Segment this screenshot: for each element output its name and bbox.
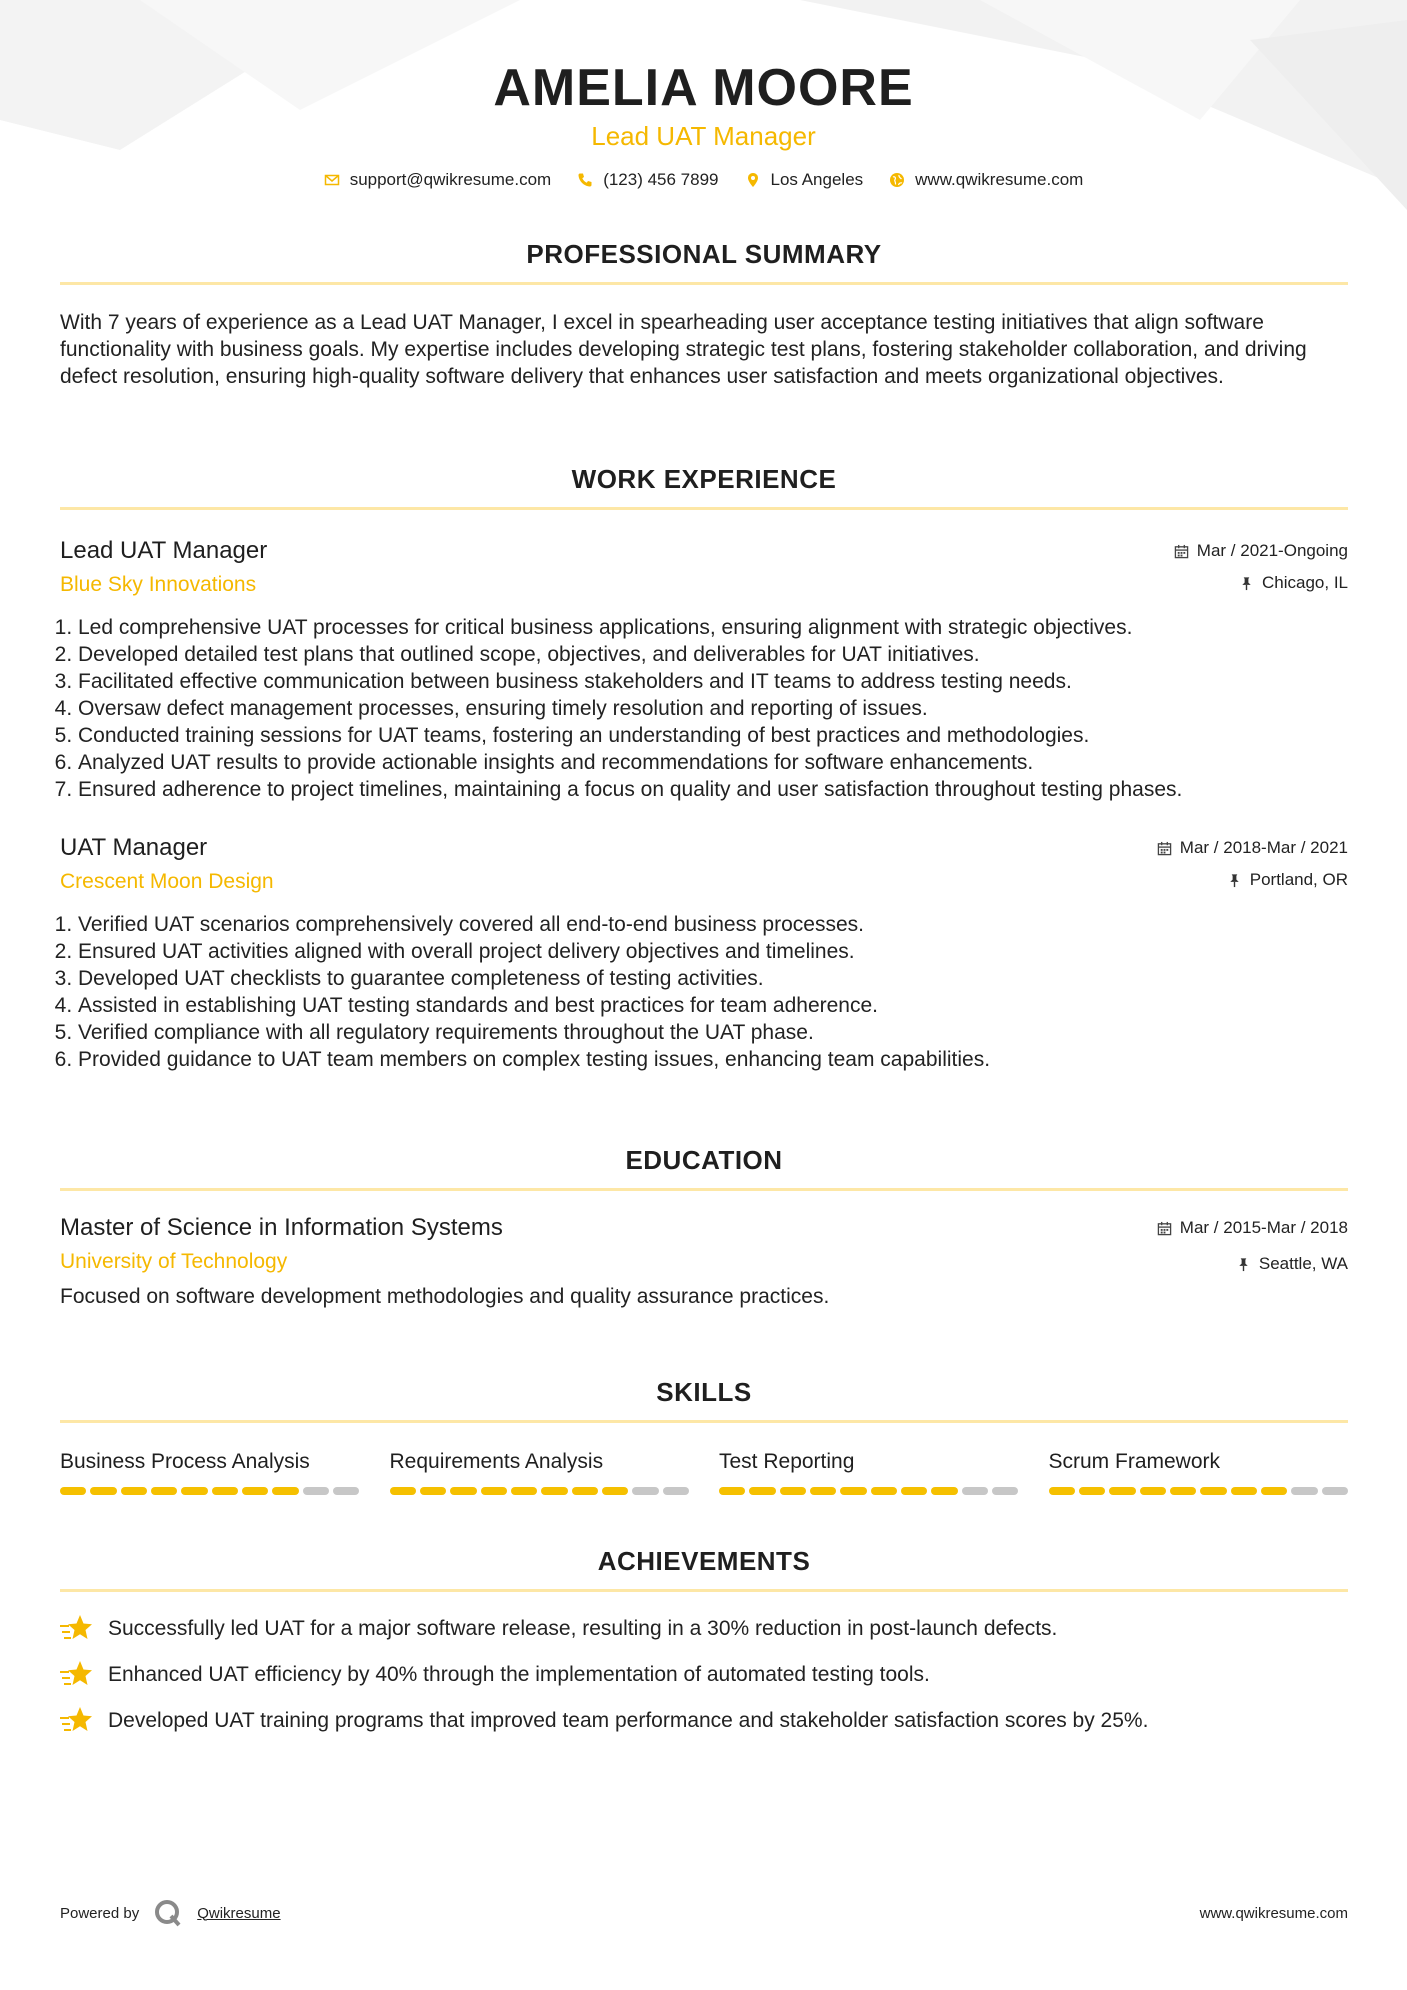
job-dates: Mar / 2021-Ongoing [1196,541,1348,560]
job-location-row [1157,869,1348,891]
job-dates-row [1157,837,1348,859]
job-dates-row [1174,540,1348,562]
skill-segment-filled [242,1487,268,1495]
skill-segment-empty [1322,1487,1348,1495]
footer-website[interactable]: www.qwikresume.com [1199,1904,1348,1922]
skill-segment-filled [420,1487,446,1495]
list-item: 3. Developed UAT checklists to guarantee completeness of testing activities. [78,965,1348,992]
skill-segment-filled [1079,1487,1105,1495]
list-item: 4. Assisted in establishing UAT testing standards and best practices for team adherence. [78,992,1348,1019]
pushpin-icon [1239,576,1254,591]
job-entry [60,536,1348,803]
experience-heading: WORK EXPERIENCE [571,464,837,494]
skill-segment-filled [151,1487,177,1495]
skills-heading: SKILLS [656,1377,752,1407]
skill-name: Scrum Framework [1048,1450,1221,1473]
star-icon [60,1706,92,1734]
list-item: 6. Provided guidance to UAT team members on complex testing issues, enhancing team capabilities. [78,1046,1348,1073]
skill-segment-filled [602,1487,628,1495]
skill-segment-filled [511,1487,537,1495]
achievement-text: Enhanced UAT efficiency by 40% through the implementation of automated testing tools. [108,1662,930,1686]
list-item: 2. Developed detailed test plans that outlined scope, objectives, and deliverables for UAT initiatives. [78,641,1348,668]
page-footer [60,1898,1348,1928]
list-item: 2. Ensured UAT activities aligned with overall project delivery objectives and timelines. [78,938,1348,965]
contact-website-text: www.qwikresume.com [915,170,1084,189]
contact-location [745,170,864,190]
skills-list [60,1449,1348,1495]
skill-segment-filled [901,1487,927,1495]
job-entry [60,833,1348,1073]
skill-segment-empty [663,1487,689,1495]
skill-segment-empty [632,1487,658,1495]
achievement-text: Successfully led UAT for a major software release, resulting in a 30% reduction in post-launch defects. [108,1616,1058,1640]
achievements-list [60,1614,1348,1734]
skill-segment-filled [840,1487,866,1495]
summary-section [60,238,1348,390]
achievements-section [60,1545,1348,1734]
job-location: Chicago, IL [1262,573,1348,592]
map-pin-icon [745,172,761,188]
skill-level-bar [60,1487,360,1495]
skill-level-bar [390,1487,690,1495]
contact-phone[interactable] [577,170,718,190]
list-item: 1. Led comprehensive UAT processes for critical business applications, ensuring alignment with strategic objectives. [78,614,1348,641]
education-degree: Master of Science in Information Systems [60,1214,503,1241]
job-company: Blue Sky Innovations [60,573,257,596]
list-item: 4. Oversaw defect management processes, ensuring timely resolution and reporting of issues. [78,695,1348,722]
contact-bar [0,170,1407,190]
calendar-icon [1157,841,1172,856]
skill-level-bar [1049,1487,1349,1495]
skill-segment-empty [992,1487,1018,1495]
job-location-row [1174,572,1348,594]
phone-icon [577,172,593,188]
achievements-heading: ACHIEVEMENTS [597,1546,811,1576]
skill-segment-empty [1291,1487,1317,1495]
skill-segment-filled [1170,1487,1196,1495]
skill-segment-filled [481,1487,507,1495]
list-item: 3. Facilitated effective communication between business stakeholders and IT teams to address testing needs. [78,668,1348,695]
achievement-item [60,1614,1348,1642]
job-bullets [60,911,1348,1073]
skill-segment-filled [810,1487,836,1495]
skill-segment-filled [272,1487,298,1495]
star-icon [60,1614,92,1642]
skill-segment-filled [1200,1487,1226,1495]
skill-segment-filled [1140,1487,1166,1495]
skill-name: Test Reporting [719,1450,855,1473]
list-item: 5. Conducted training sessions for UAT teams, fostering an understanding of best practices and methodologies. [78,722,1348,749]
skill-segment-filled [871,1487,897,1495]
job-company: Crescent Moon Design [60,870,274,893]
job-title: UAT Manager [60,834,208,861]
skill-segment-filled [541,1487,567,1495]
skill-segment-empty [333,1487,359,1495]
contact-email-text: support@qwikresume.com [349,170,552,189]
skill-segment-empty [303,1487,329,1495]
section-divider [60,282,1348,285]
job-dates: Mar / 2018-Mar / 2021 [1179,838,1348,857]
skill-segment-filled [60,1487,86,1495]
skill-segment-filled [390,1487,416,1495]
education-school: University of Technology [60,1250,288,1273]
education-location-row [1157,1253,1348,1275]
skill-segment-filled [931,1487,957,1495]
list-item: 7. Ensured adherence to project timelines, maintaining a focus on quality and user satisfaction throughout testing phases. [78,776,1348,803]
skill-segment-filled [780,1487,806,1495]
job-meta [1174,540,1348,594]
skill-name: Business Process Analysis [60,1450,310,1473]
list-item: 6. Analyzed UAT results to provide actionable insights and recommendations for software enhancements. [78,749,1348,776]
skill-segment-filled [719,1487,745,1495]
calendar-icon [1157,1221,1172,1236]
skills-section [60,1376,1348,1495]
section-divider [60,1589,1348,1592]
education-entry [60,1213,1348,1310]
candidate-title: Lead UAT Manager [591,121,816,151]
skill-segment-filled [1261,1487,1287,1495]
skill-segment-filled [1109,1487,1135,1495]
pushpin-icon [1236,1257,1251,1272]
achievement-item [60,1706,1348,1734]
section-divider [60,1188,1348,1191]
section-divider [60,507,1348,510]
job-title: Lead UAT Manager [60,537,268,564]
skill-segment-filled [450,1487,476,1495]
list-item: 1. Verified UAT scenarios comprehensively covered all end-to-end business processes. [78,911,1348,938]
skill-segment-filled [572,1487,598,1495]
skill-segment-filled [1231,1487,1257,1495]
education-dates: Mar / 2015-Mar / 2018 [1179,1218,1348,1237]
job-meta [1157,837,1348,891]
skill-item [1049,1449,1349,1495]
skill-segment-filled [90,1487,116,1495]
calendar-icon [1174,544,1189,559]
education-meta [1157,1217,1348,1275]
skill-segment-filled [121,1487,147,1495]
summary-text: With 7 years of experience as a Lead UAT Manager, I excel in spearheading user acceptance testing initiatives that align software functionality with business goals. My expertise includes developing strategic test plans, fostering stakeholder collaboration, and driving defect resolution, ensuring high-quality software delivery that enhances user satisfaction and meets organizational objectives. [60,311,1307,388]
summary-heading: PROFESSIONAL SUMMARY [526,239,882,269]
skill-segment-filled [749,1487,775,1495]
education-description: Focused on software development methodologies and quality assurance practices. [60,1285,830,1308]
qwikresume-link[interactable]: Qwikresume [197,1904,281,1922]
skill-segment-filled [181,1487,207,1495]
contact-location-text: Los Angeles [770,170,864,189]
experience-section [60,463,1348,1073]
skill-segment-filled [1049,1487,1075,1495]
powered-by [60,1898,281,1928]
job-location: Portland, OR [1249,870,1348,889]
skill-segment-filled [212,1487,238,1495]
achievement-text: Developed UAT training programs that improved team performance and stakeholder satisfaction scores by 25%. [108,1708,1149,1732]
skill-name: Requirements Analysis [389,1450,604,1473]
globe-icon [889,172,905,188]
education-dates-row [1157,1217,1348,1239]
skill-item [719,1449,1019,1495]
skill-level-bar [719,1487,1019,1495]
list-item: 5. Verified compliance with all regulatory requirements throughout the UAT phase. [78,1019,1348,1046]
education-section [60,1144,1348,1310]
skill-item [390,1449,690,1495]
star-icon [60,1660,92,1688]
education-location: Seattle, WA [1258,1254,1348,1273]
contact-email[interactable] [324,170,552,190]
section-divider [60,1420,1348,1423]
powered-by-label: Powered by [60,1904,140,1922]
skill-item [60,1449,360,1495]
qwikresume-logo-icon [153,1898,183,1928]
skill-segment-empty [962,1487,988,1495]
contact-website[interactable] [889,170,1083,190]
education-heading: EDUCATION [625,1145,783,1175]
pushpin-icon [1227,873,1242,888]
resume-header [0,0,1407,190]
achievement-item [60,1660,1348,1688]
job-bullets [60,614,1348,803]
contact-phone-text: (123) 456 7899 [603,170,719,189]
candidate-name: AMELIA MOORE [493,59,914,117]
envelope-icon [324,172,340,188]
